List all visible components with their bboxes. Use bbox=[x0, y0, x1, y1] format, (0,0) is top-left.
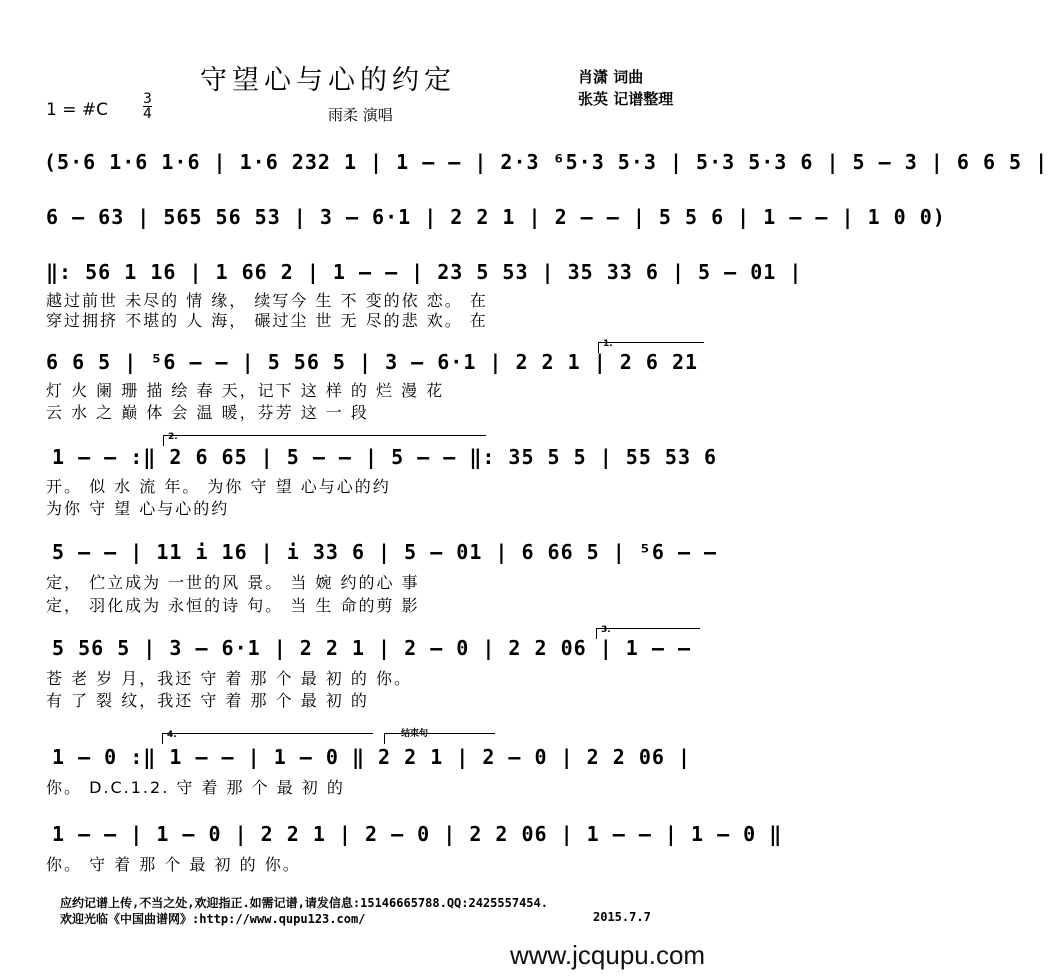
lyric-row-7-verse-1: 苍 老 岁 月，我还 守 着 那 个 最 初 的 你。 bbox=[46, 669, 412, 688]
footer-contact: 应约记谱上传,不当之处,欢迎指正.如需记谱,请发信息:15146665788.QQ:2425557454. bbox=[60, 896, 548, 910]
notation-row-1: (5·6 1·6 1·6 | 1·6 232 1 | 1 — — | 2·3 ⁶5·3 5·3 | 5·3 5·3 6 | 5 — 3 | 6 6 5 | bbox=[44, 150, 1048, 174]
arranger-credit: 张英 记谱整理 bbox=[578, 90, 674, 108]
notation-row-9: 1 — — | 1 — 0 | 2 2 1 | 2 — 0 | 2 2 06 | 1 — — | 1 — 0 ‖ bbox=[52, 822, 783, 846]
lyric-row-4-verse-2: 云 水 之 巅 体 会 温 暖，芬芳 这 一 段 bbox=[46, 403, 369, 422]
fine-bracket bbox=[384, 729, 495, 744]
volta-3-label: 3. bbox=[601, 625, 611, 635]
time-signature bbox=[143, 92, 152, 121]
lyric-row-4-verse-1: 灯 火 阑 珊 描 绘 春 天，记下 这 样 的 烂 漫 花 bbox=[46, 381, 445, 400]
lyric-row-3-verse-1: 越过前世 未尽的 情 缘， 续写今 生 不 变的依 恋。 在 bbox=[46, 291, 488, 310]
watermark-text: www.jcqupu.com bbox=[510, 940, 706, 970]
notation-row-5: 1 — — :‖ 2 6 65 | 5 — — | 5 — — ‖: 35 5 5 | 55 53 6 bbox=[52, 445, 718, 469]
notation-row-2: 6 — 63 | 565 56 53 | 3 — 6·1 | 2 2 1 | 2 — — | 5 5 6 | 1 — — | 1 0 0) bbox=[46, 205, 946, 229]
volta-2-label: 2. bbox=[168, 432, 178, 442]
singer-credit: 雨柔 演唱 bbox=[328, 106, 393, 124]
notation-row-7: 5 56 5 | 3 — 6·1 | 2 2 1 | 2 — 0 | 2 2 06 | 1 — — bbox=[52, 636, 692, 660]
time-bottom: 4 bbox=[143, 106, 152, 122]
page-title: 守望心与心的约定 bbox=[200, 65, 456, 96]
lyric-row-5-verse-1: 开。 似 水 流 年。 为你 守 望 心与心的约 bbox=[46, 477, 391, 496]
notation-row-4: 6 6 5 | ⁵6 — — | 5 56 5 | 3 — 6·1 | 2 2 1 | 2 6 21 bbox=[46, 350, 699, 374]
notation-row-6: 5 — — | 11 i 16 | i 33 6 | 5 — 01 | 6 66 5 | ⁵6 — — bbox=[52, 540, 718, 564]
volta-4-label: 4. bbox=[167, 730, 177, 740]
notation-row-3: ‖: 56 1 16 | 1 66 2 | 1 — — | 23 5 53 | 35 33 6 | 5 — 01 | bbox=[46, 260, 803, 284]
lyric-row-3-verse-2: 穿过拥挤 不堪的 人 海， 碾过尘 世 无 尽的悲 欢。 在 bbox=[46, 311, 488, 330]
footer-website: 欢迎光临《中国曲谱网》:http://www.qupu123.com/ bbox=[60, 912, 366, 926]
volta-4-bracket bbox=[162, 730, 373, 744]
composer-credit: 肖潇 词曲 bbox=[578, 68, 644, 86]
lyric-row-6-verse-1: 定， 伫立成为 一世的风 景。 当 婉 约的心 事 bbox=[46, 573, 420, 592]
time-top: 3 bbox=[143, 91, 152, 107]
lyric-row-7-verse-2: 有 了 裂 纹，我还 守 着 那 个 最 初 的 bbox=[46, 691, 369, 710]
fine-label: 结束句 bbox=[401, 729, 429, 739]
lyric-row-6-verse-2: 定， 羽化成为 永恒的诗 句。 当 生 命的剪 影 bbox=[46, 596, 420, 615]
lyric-row-9: 你。 守 着 那 个 最 初 的 你。 bbox=[46, 855, 301, 874]
lyric-row-8: 你。 D.C.1.2. 守 着 那 个 最 初 的 bbox=[46, 778, 345, 797]
notation-row-8: 1 — 0 :‖ 1 — — | 1 — 0 ‖ 2 2 1 | 2 — 0 | 2 2 06 | bbox=[52, 745, 692, 769]
footer-date: 2015.7.7 bbox=[593, 910, 651, 924]
volta-1-label: 1. bbox=[603, 339, 613, 349]
lyric-row-5-verse-2: 为你 守 望 心与心的约 bbox=[46, 499, 230, 518]
key-signature: 1 = #C bbox=[46, 100, 108, 120]
